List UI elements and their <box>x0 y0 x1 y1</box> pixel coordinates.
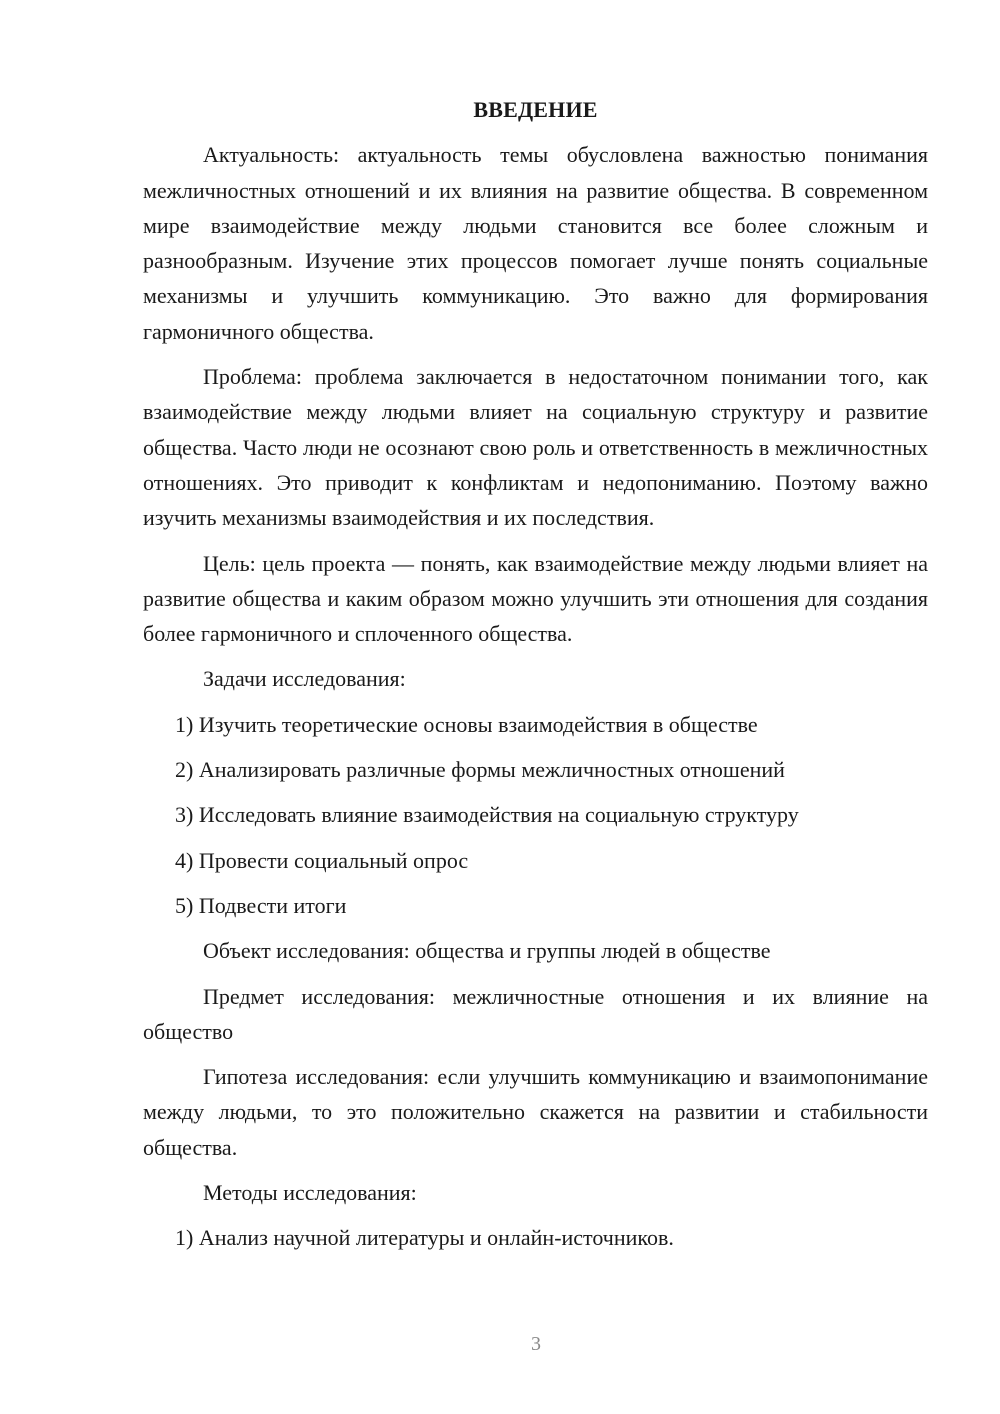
methods-heading: Методы исследования: <box>203 1180 417 1206</box>
relevance-paragraph: Актуальность: актуальность темы обусловлена важностью понимания межличностных отношений и их влияния на развитие общества. В современном мире взаимодействие между людьми становится все более сложным и разнообразным. Изучение этих процессов помогает лучше понять социальные механизмы и улучшить коммуникацию. Это важно для формирования гармоничного общества. <box>143 142 928 344</box>
task-item: 2) Анализировать различные формы межличностных отношений <box>175 757 785 783</box>
task-item: 3) Исследовать влияние взаимодействия на социальную структуру <box>175 802 799 828</box>
method-item: 1) Анализ научной литературы и онлайн-источников. <box>175 1225 674 1251</box>
section-title: ВВЕДЕНИЕ <box>473 97 598 122</box>
task-item: 4) Провести социальный опрос <box>175 847 469 873</box>
tasks-heading: Задачи исследования: <box>203 666 406 692</box>
page-content <box>143 92 928 1266</box>
tasks-list <box>143 707 928 923</box>
page-number: 3 <box>531 1333 541 1355</box>
object-paragraph: Объект исследования: общества и группы людей в обществе <box>203 938 771 964</box>
hypothesis-paragraph: Гипотеза исследования: если улучшить коммуникацию и взаимопонимание между людьми, то это положительно скажется на развитии и стабильности общества. <box>143 1064 928 1160</box>
task-item: 5) Подвести итоги <box>175 892 347 918</box>
subject-paragraph: Предмет исследования: межличностные отношения и их влияние на общество <box>143 983 928 1044</box>
goal-paragraph: Цель: цель проекта — понять, как взаимодействие между людьми влияет на развитие общества и каким образом можно улучшить эти отношения для создания более гармоничного и сплоченного общества. <box>143 550 928 647</box>
problem-paragraph: Проблема: проблема заключается в недостаточном понимании того, как взаимодействие между людьми влияет на социальную структуру и развитие общества. Часто люди не осознают свою роль и ответственность в межличностных отношениях. Это приводит к конфликтам и недопониманию. Поэтому важно изучить механизмы взаимодействия и их последствия. <box>143 364 928 531</box>
methods-list <box>143 1220 928 1255</box>
task-item: 1) Изучить теоретические основы взаимодействия в обществе <box>175 711 758 737</box>
